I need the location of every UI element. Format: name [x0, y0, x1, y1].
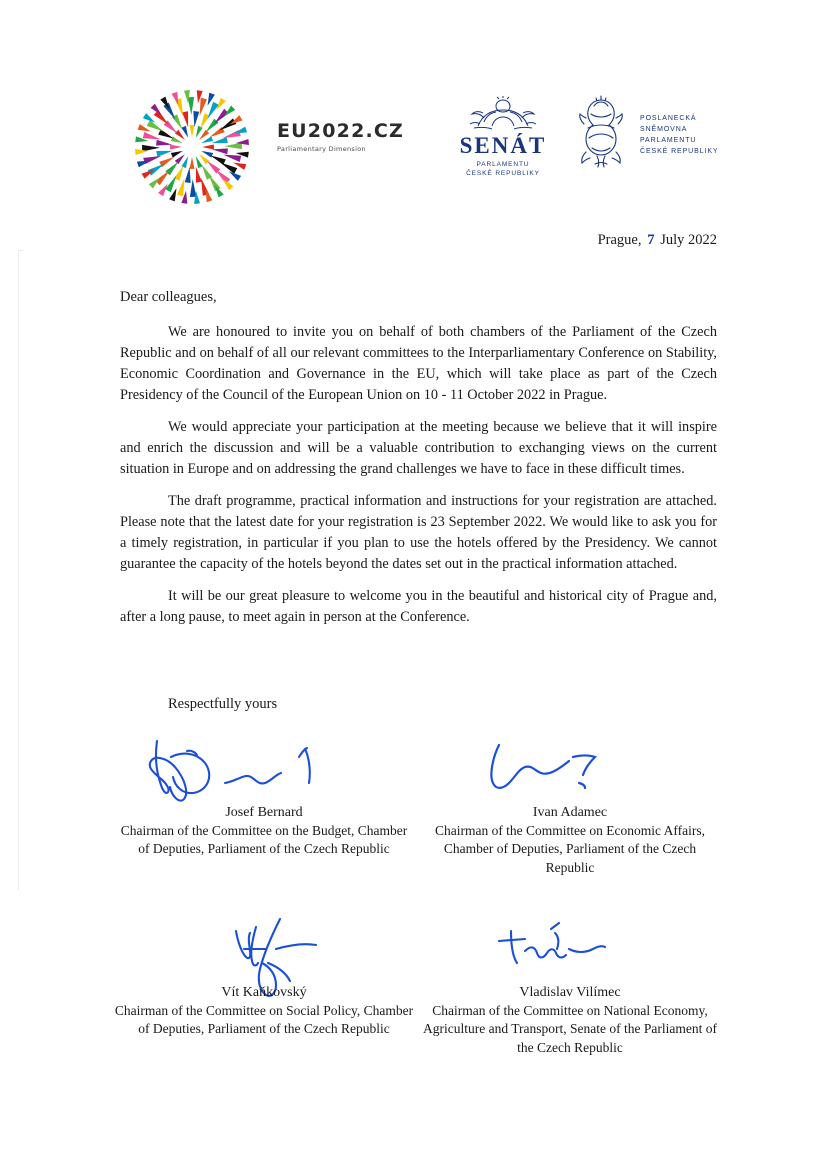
closing-line: Respectfully yours	[168, 696, 278, 712]
scan-edge-artifact-top	[18, 250, 24, 251]
chamber-wordmark	[640, 109, 718, 158]
body-paragraph-2: We would appreciate your participation at the meeting because we believe that it will inspire and enrich the discussion and will be a valuable contribution to exchanging views on the current situation in Europe and on addressing the grand challenges we have to face in these difficult times.	[120, 419, 717, 478]
letterhead	[0, 88, 827, 208]
czech-lion-crest-icon	[572, 94, 630, 172]
signatory-4-name: Vladislav Vilímec	[519, 985, 621, 1000]
signatory-1	[114, 735, 414, 859]
signatory-2-name: Ivan Adamec	[532, 805, 608, 820]
eu2022cz-presidency-logo	[133, 88, 251, 206]
dateline	[598, 232, 717, 249]
signatory-2	[420, 735, 720, 877]
senate-logo	[448, 96, 558, 179]
salutation: Dear colleagues,	[120, 289, 217, 305]
signature-ivan-adamec-icon	[420, 735, 720, 813]
senate-subtitle-line-1: PARLAMENTU	[476, 161, 530, 168]
eu-wordmark-title: EU2022.CZ	[277, 120, 405, 142]
signatory-3-role: Chairman of the Committee on Social Policy, Chamber of Deputies, Parliament of the Czech Republic	[114, 1003, 414, 1037]
scan-edge-artifact	[18, 250, 19, 890]
body-paragraph-3: The draft programme, practical information and instructions for your registration are attached. Please note that the latest date for your registration is 23 September 2022. We would like to ask you for a timely registration, in particular if you plan to use the hotels offered by the Presidency. We cannot guarantee the capacity of the hotels beyond the dates set out in the practical information attached.	[120, 493, 717, 573]
senate-crest-icon	[448, 96, 558, 132]
eu-wordmark-subtitle: Parliamentary Dimension	[277, 145, 366, 153]
chamber-line-1: POSLANECKÁ	[640, 114, 697, 122]
chamber-line-2: SNĚMOVNA	[640, 125, 688, 133]
senate-subtitle-line-2: ČESKÉ REPUBLIKY	[466, 170, 540, 178]
signatory-4	[420, 915, 720, 1057]
signatory-3	[114, 915, 414, 1039]
signature-vit-kankovsky-icon	[114, 915, 414, 993]
signature-josef-bernard-icon	[114, 735, 414, 813]
chamber-of-deputies-logo	[572, 94, 772, 172]
eu-wordmark	[277, 122, 417, 153]
senate-subtitle	[448, 160, 558, 179]
signatory-4-role: Chairman of the Committee on National Economy, Agriculture and Transport, Senate of the Parliament of the Czech Republic	[423, 1003, 717, 1055]
body-paragraph-4: It will be our great pleasure to welcome you in the beautiful and historical city of Prague and, after a long pause, to meet again in person at the Conference.	[120, 588, 717, 626]
signatory-1-name: Josef Bernard	[225, 805, 303, 820]
signatory-1-role: Chairman of the Committee on the Budget, Chamber of Deputies, Parliament of the Czech Republic	[120, 823, 408, 857]
signatory-3-name: Vít Kaňkovský	[221, 985, 307, 1000]
chamber-line-4: ČESKÉ REPUBLIKY	[640, 148, 719, 156]
dateline-place: Prague,	[597, 232, 642, 248]
chamber-line-3: PARLAMENTU	[640, 137, 697, 144]
letter-body	[120, 322, 717, 639]
dateline-month-year: July 2022	[660, 232, 717, 248]
signature-vladislav-vilimec-icon	[420, 915, 720, 993]
dateline-day-handwritten: 7	[647, 232, 655, 248]
body-paragraph-1: We are honoured to invite you on behalf of both chambers of the Parliament of the Czech Republic and on behalf of all our relevant committees to the Interparliamentary Conference on Stability, Economic Coordination and Governance in the EU, which will take place as part of the Czech Presidency of the Council of the European Union on 10 - 11 October 2022 in Prague.	[120, 324, 717, 404]
senate-name: SENÁT	[459, 133, 547, 158]
signatory-2-role: Chairman of the Committee on Economic Affairs, Chamber of Deputies, Parliament of the Czech Republic	[434, 823, 706, 875]
